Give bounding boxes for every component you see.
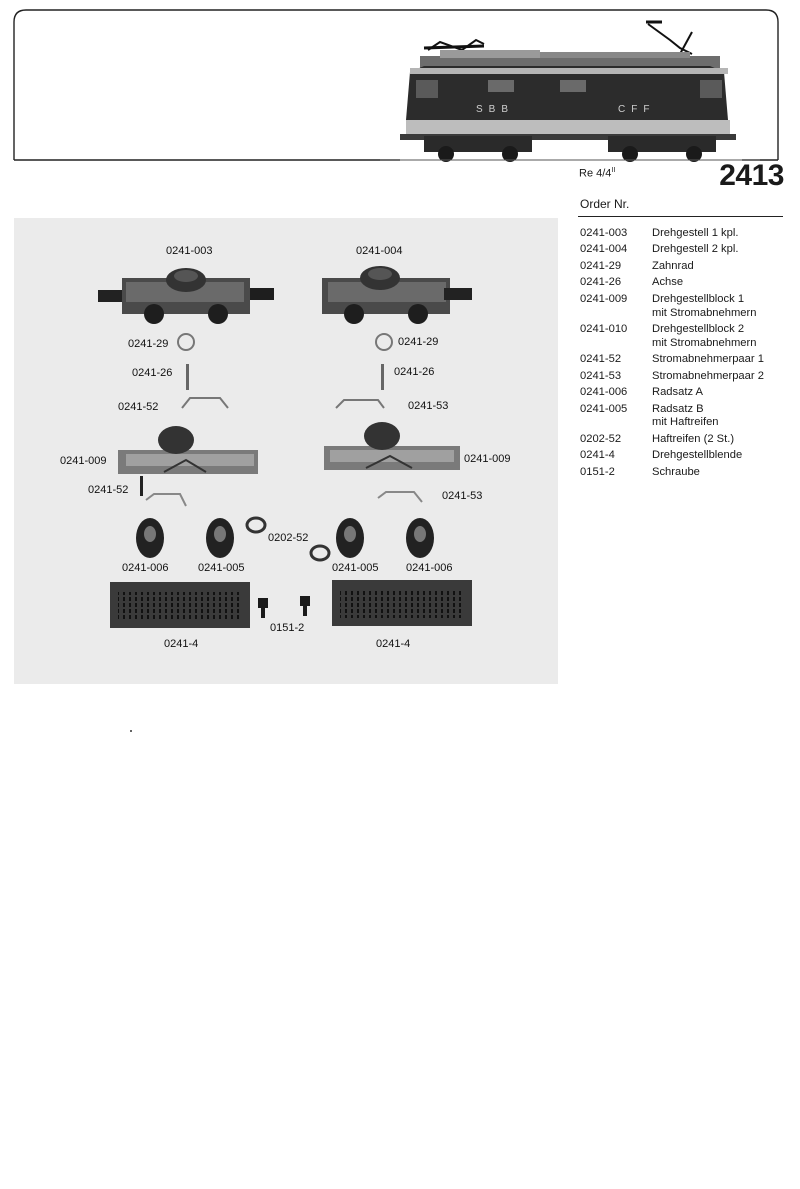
label-0202-52: 0202-52 <box>268 532 309 544</box>
label-0241-29-right: 0241-29 <box>398 336 439 348</box>
label-0241-006-right: 0241-006 <box>406 562 453 574</box>
label-0241-009-left: 0241-009 <box>60 455 107 467</box>
bogie-block-1 <box>118 426 258 474</box>
part-description-line2: mit Stromabnehmern <box>652 306 757 319</box>
part-description-line2: mit Haftreifen <box>652 416 719 429</box>
part-description-line1: Drehgestell 1 kpl. <box>652 227 739 239</box>
part-description-line1: Haftreifen (2 St.) <box>652 432 735 445</box>
part-description <box>652 370 785 384</box>
part-row <box>580 466 785 480</box>
exploded-view-drawing <box>14 218 558 684</box>
part-number: 0241-009 <box>580 292 628 305</box>
part-description-line1: Radsatz B <box>652 402 704 415</box>
part-description-line1: Radsatz A <box>652 386 703 399</box>
speck <box>130 730 132 732</box>
part-number: 0241-005 <box>580 402 628 415</box>
label-0241-006-left: 0241-006 <box>122 562 169 574</box>
part-description-line1: Achse <box>652 276 684 289</box>
part-row <box>580 227 785 241</box>
part-number: 0241-52 <box>580 353 622 366</box>
part-description <box>652 466 785 480</box>
part-row <box>580 449 785 463</box>
part-description-line1: Stromabnehmerpaar 1 <box>652 353 764 366</box>
label-0241-009-right: 0241-009 <box>464 453 511 465</box>
exploded-view-photo <box>14 218 558 684</box>
part-row <box>580 323 785 350</box>
parts-list <box>580 227 785 482</box>
part-description-line1: Schraube <box>652 465 700 478</box>
part-description-line1: Stromabnehmerpaar 2 <box>652 369 764 382</box>
part-row <box>580 293 785 320</box>
label-0241-4-left: 0241-4 <box>164 638 199 650</box>
part-number: 0202-52 <box>580 432 622 445</box>
part-row <box>580 276 785 290</box>
label-0241-26-left: 0241-26 <box>132 367 173 379</box>
part-number: 0241-4 <box>580 449 615 462</box>
part-description-line1: Zahnrad <box>652 259 694 272</box>
bogie-block-2 <box>324 422 460 470</box>
part-number: 0241-29 <box>580 259 622 272</box>
part-row <box>580 353 785 367</box>
part-number: 0241-26 <box>580 276 622 289</box>
label-0241-26-right: 0241-26 <box>394 366 435 378</box>
part-description <box>652 243 785 257</box>
part-number: 0241-003 <box>580 227 628 239</box>
part-row <box>580 370 785 384</box>
bogie-2-complete <box>322 266 472 324</box>
part-row <box>580 260 785 274</box>
part-description <box>652 403 785 430</box>
part-number: 0241-004 <box>580 243 628 256</box>
part-description <box>652 227 785 241</box>
label-0241-4-right: 0241-4 <box>376 638 411 650</box>
part-description <box>652 276 785 290</box>
article-number: 2413 <box>719 159 784 192</box>
part-description <box>652 449 785 463</box>
part-description-line1: Drehgestell 2 kpl. <box>652 243 739 256</box>
label-0241-53-top: 0241-53 <box>408 400 449 412</box>
label-0241-53-bottom: 0241-53 <box>442 490 483 502</box>
label-0151-2: 0151-2 <box>270 622 305 634</box>
part-description <box>652 386 785 400</box>
part-description <box>652 323 785 350</box>
label-0241-52-top: 0241-52 <box>118 401 159 413</box>
loco-lettering-left: SBB <box>476 104 515 115</box>
part-number: 0151-2 <box>580 465 615 478</box>
label-0241-005-right: 0241-005 <box>332 562 379 574</box>
label-0241-003: 0241-003 <box>166 245 213 257</box>
label-0241-004: 0241-004 <box>356 245 403 257</box>
part-description-line1: Drehgestellblende <box>652 449 743 462</box>
part-number: 0241-010 <box>580 323 628 336</box>
part-row <box>580 386 785 400</box>
part-description <box>652 293 785 320</box>
loco-lettering-right: CFF <box>618 104 656 115</box>
part-description <box>652 433 785 447</box>
part-row <box>580 403 785 430</box>
order-heading: Order Nr. <box>580 197 630 211</box>
label-0241-29-left: 0241-29 <box>128 338 169 350</box>
part-description-line1: Drehgestellblock 2 <box>652 323 745 336</box>
part-row <box>580 433 785 447</box>
part-number: 0241-53 <box>580 369 622 382</box>
label-0241-52-bottom: 0241-52 <box>88 484 129 496</box>
part-description <box>652 260 785 274</box>
label-0241-005-left: 0241-005 <box>198 562 245 574</box>
order-divider <box>578 216 783 217</box>
part-description <box>652 353 785 367</box>
part-row <box>580 243 785 257</box>
part-description-line1: Drehgestellblock 1 <box>652 292 745 305</box>
part-number: 0241-006 <box>580 386 628 399</box>
part-description-line2: mit Stromabnehmern <box>652 336 757 349</box>
model-designation: Re $4/4^{II}$ <box>579 167 616 180</box>
locomotive-image <box>380 10 760 170</box>
bogie-1-complete <box>98 268 274 324</box>
